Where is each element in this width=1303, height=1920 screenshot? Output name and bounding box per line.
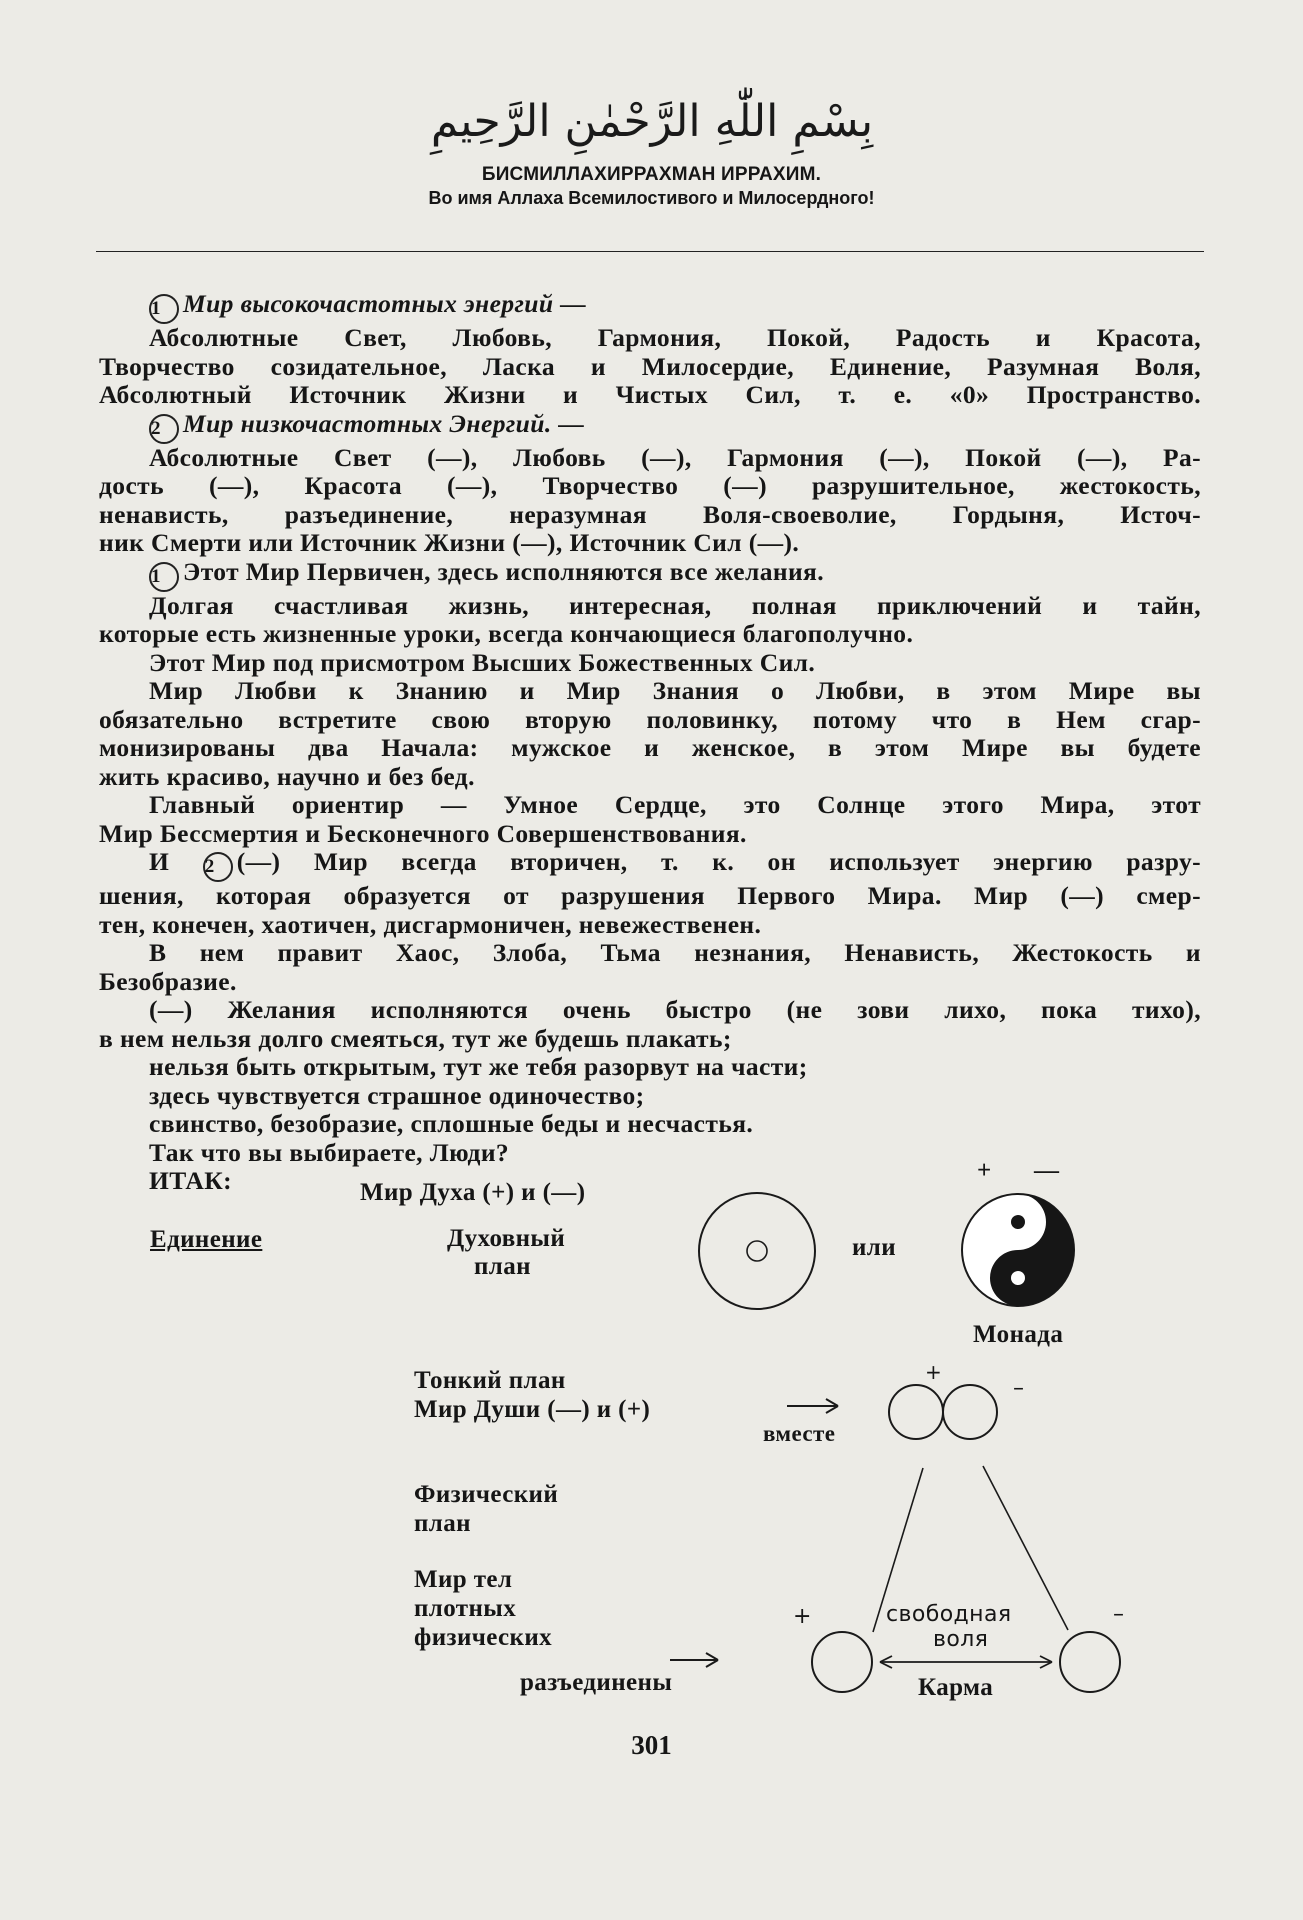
p2-title: Мир низкочастотных Энергий. — (183, 408, 585, 438)
mir-tel-label-1: Мир тел (414, 1566, 513, 1593)
monada-label: Монада (973, 1321, 1064, 1348)
text-line: Абсолютные Свет (—), Любовь (—), Гармония (—), Покой (—), Ра- (149, 442, 1201, 472)
text-line: свинство, безобразие, сплошные беды и несчастья. (149, 1109, 754, 1138)
p1-title: Мир высокочастотных энергий — (183, 289, 587, 318)
header-translation: Во имя Аллаха Всемилостивого и Милосердного! (428, 188, 875, 208)
tonky-plan-label: Тонкий план (414, 1367, 566, 1394)
text-line: дость (—), Красота (—), Творчество (—) разрушительное, жестокость, (99, 471, 1201, 500)
text-line: обязательно встретите свою вторую половинку, потому что в Нем сгар- (99, 704, 1201, 734)
karma-label: Карма (918, 1674, 994, 1701)
p8-prefix: И (149, 847, 170, 876)
plus-sign-body: + (793, 1604, 812, 1629)
duhovny-label: Духовный (447, 1225, 566, 1252)
plus-sign-monad: + (977, 1157, 992, 1184)
circled-number-2: 2 (203, 852, 233, 882)
text-line: которые есть жизненные уроки, всегда кончающиеся благополучно. (99, 619, 914, 648)
soul-circle-left (889, 1385, 943, 1439)
plus-sign-soul: + (925, 1360, 943, 1384)
minus-sign-body: – (1113, 1602, 1125, 1627)
spirit-outer-circle (699, 1193, 815, 1309)
text-line: Безобразие. (99, 966, 237, 996)
p8-text: (—) Мир всегда вторичен, т. к. он использует энергию разру- (236, 847, 1202, 876)
p3-text: Этот Мир Первичен, здесь исполняются все желания. (183, 556, 825, 586)
minus-sign-monad: — (1034, 1157, 1060, 1184)
line-soul-to-right-body (983, 1466, 1068, 1630)
text-line: Абсолютные Свет, Любовь, Гармония, Покой, Радость и Красота, (149, 323, 1201, 352)
body-circle-right (1060, 1632, 1120, 1692)
text-line: нельзя быть открытым, тут же тебя разорвут на части; (149, 1052, 808, 1081)
text-line: монизированы два Начала: мужское и женское, в этом Мире вы будете (99, 733, 1201, 762)
text-line: шения, которая образуется от разрушения Первого Мира. Мир (—) смер- (99, 881, 1201, 910)
text-line: Творчество созидательное, Ласка и Милосердие, Единение, Разумная Воля, (99, 351, 1201, 381)
text-line: тен, конечен, хаотичен, дисгармоничен, невежественен. (99, 909, 762, 939)
plan-label: план (474, 1253, 531, 1280)
text-line: Этот Мир под присмотром Высших Божественных Сил. (149, 647, 816, 677)
text-line: Долгая счастливая жизнь, интересная, полная приключений и тайн, (149, 590, 1201, 620)
text-line: Так что вы выбираете, Люди? (149, 1137, 510, 1167)
text-line: здесь чувствуется страшное одиночество; (149, 1080, 645, 1110)
text-line: (—) Желания исполняются очень быстро (не зови лихо, пока тихо), (149, 995, 1201, 1024)
text-line: в нем нельзя долго смеяться, тут же будешь плакать; (99, 1023, 732, 1053)
soul-circle-right (943, 1385, 997, 1439)
body-circle-left (812, 1632, 872, 1692)
volya-label: воля (933, 1627, 989, 1652)
mir-tel-label-2: плотных (414, 1595, 517, 1622)
monad-yin-yang-icon (962, 1194, 1074, 1306)
itak-heading: ИТАК: (149, 1166, 232, 1195)
text-line: жить красиво, научно и без бед. (99, 761, 475, 791)
text-line: Главный ориентир — Умное Сердце, это Солнце этого Мира, этот (149, 790, 1201, 819)
circled-number-2: 2 (149, 414, 179, 444)
edinenie-label: Единение (150, 1226, 263, 1253)
mir-duha-label: Мир Духа (+) и (—) (360, 1179, 586, 1206)
svg-text:بِسْمِ اللّٰهِ الرَّحْمٰنِ الر: بِسْمِ اللّٰهِ الرَّحْمٰنِ الرَّحِيمِ (430, 96, 873, 147)
razedineny-label: разъединены (520, 1669, 673, 1696)
ili-label: или (852, 1234, 897, 1261)
fiz-plan-label-1: Физический (414, 1481, 559, 1508)
mir-dushi-label: Мир Души (—) и (+) (414, 1396, 651, 1423)
page-number: 301 (631, 1730, 672, 1760)
circled-number-1: 1 (149, 562, 179, 592)
text-line: ник Смерти или Источник Жизни (—), Источник Сил (—). (99, 528, 800, 557)
text-line: ненависть, разъединение, неразумная Воля-своеволие, Гордыня, Источ- (99, 499, 1201, 529)
fiz-plan-label-2: план (414, 1510, 471, 1537)
text-line: Абсолютный Источник Жизни и Чистых Сил, т. е. «0» Пространство. (99, 380, 1201, 409)
text-line: Мир Любви к Знанию и Мир Знания о Любви, в этом Мире вы (149, 676, 1201, 705)
header-transliteration: БИСМИЛЛАХИРРАХМАН ИРРАХИМ. (481, 164, 822, 185)
spirit-inner-circle (747, 1241, 767, 1261)
svobodnaya-label: свободная (886, 1602, 1012, 1627)
text-line: Мир Бессмертия и Бесконечного Совершенствования. (99, 818, 747, 848)
line-soul-to-left-body (873, 1468, 923, 1632)
vmeste-label: вместе (763, 1421, 836, 1446)
mir-tel-label-3: физических (414, 1624, 553, 1651)
circled-number-1: 1 (149, 294, 179, 324)
text-line: В нем правит Хаос, Злоба, Тьма незнания, Ненависть, Жестокость и (149, 938, 1201, 967)
minus-sign-soul: – (1013, 1376, 1025, 1401)
